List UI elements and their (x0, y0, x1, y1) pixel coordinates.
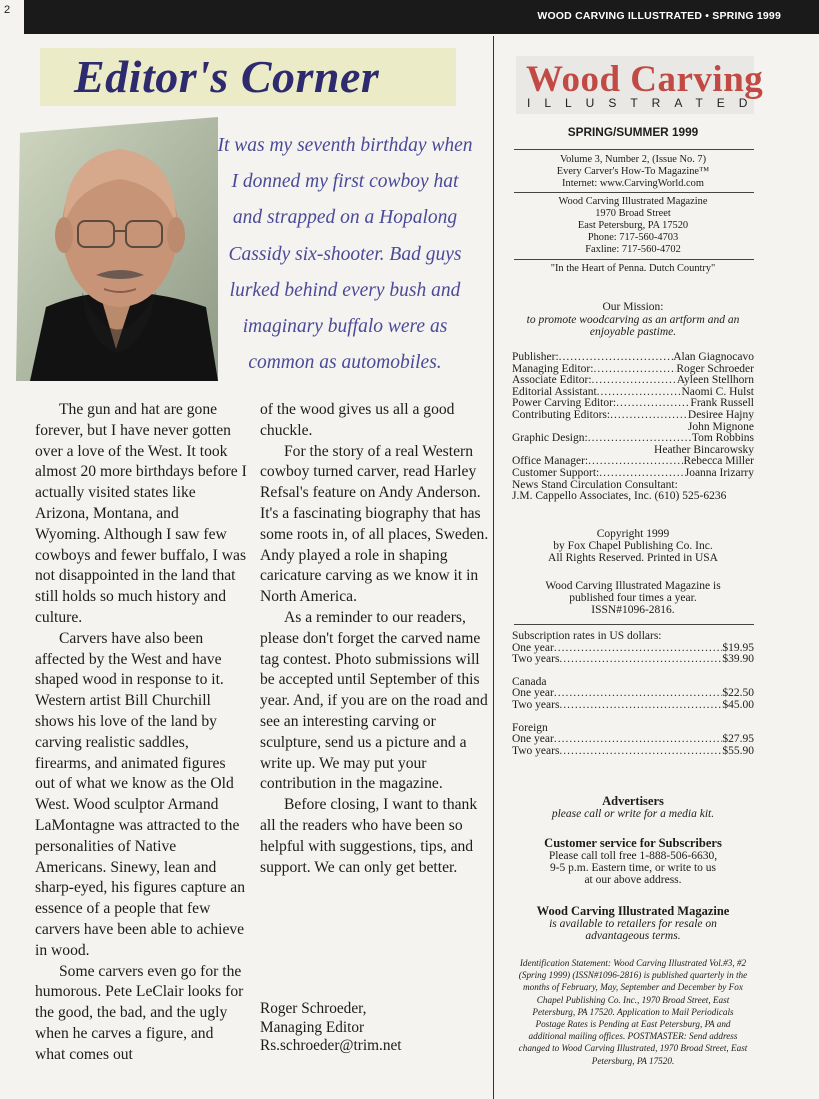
page-title: Editor's Corner (74, 51, 380, 102)
masthead-tagline: "In the Heart of Penna. Dutch Country" (550, 263, 716, 274)
pull-quote-line: imaginary buffalo were as (242, 316, 448, 338)
issue-tagline: Every Carver's How-To Magazine™ (556, 166, 710, 177)
editor-photo (16, 117, 218, 381)
masthead-logo: Wood Carving (526, 59, 764, 100)
paragraph: For the story of a real Western cowboy turned carver, read Harley Refsal's feature on Andy Anderson. It's a fascinating biography that has some roots in, of all places, Sweden. Andy played a role in shaping caricature carving as we know it in North America. (260, 442, 489, 606)
publication-frequency (512, 580, 754, 616)
staff-row: Managing Editor: ..... Roger Schroeder (512, 364, 754, 376)
paragraph: Carvers have also been affected by the West and have shaped wood in response to it. Western artist Bill Churchill shows his love of the land by carving realistic saddles, firearms, and animated figures out of what we know as the Old West. Wood sculptor Armand LaMontagne was attracted to the personalities of Native Americans. Sinewy, lean and sharp-eyed, his figures capture an essence of a people that few carvers have been able to achieve in wood. (35, 629, 245, 959)
running-head: WOOD CARVING ILLUSTRATED • SPRING 1999 (537, 10, 781, 22)
statement-line: Chapel Publishing Co. Inc., 1970 Broad Street, East (536, 994, 730, 1005)
season-heading: SPRING/SUMMER 1999 (567, 125, 699, 139)
staff-row: Graphic Design: ..... Tom Robbins (512, 433, 754, 445)
staff-list (512, 352, 754, 503)
staff-row: Contributing Editors: ..... Desiree Hajny (512, 410, 754, 422)
retail-info (512, 905, 754, 942)
divider (514, 149, 754, 150)
signature (260, 1000, 402, 1056)
paragraph: Some carvers even go for the humorous. Pete LeClair looks for the good, the bad, and the ugly when he carves a figure, and what comes out (35, 962, 244, 1063)
staff-row: Publisher: ..... Alan Giagnocavo (512, 352, 754, 364)
statement-line: Petersburg, PA 17520. Application to Mail Periodicals (532, 1006, 734, 1017)
customer-service-line: 9-5 p.m. Eastern time, or write to us (549, 862, 717, 874)
page-number: 2 (0, 0, 24, 34)
statement-line: months of February, May, September and December by Fox (523, 982, 743, 993)
retail-title: Wood Carving Illustrated Magazine (536, 904, 730, 918)
circulation-label: News Stand Circulation Consultant: (512, 478, 678, 491)
pull-quote (200, 128, 490, 381)
signature-title: Managing Editor (260, 1018, 365, 1036)
subscription-title: Subscription rates in US dollars: (512, 630, 662, 642)
issue-volume: Volume 3, Number 2, (Issue No. 7) (559, 154, 707, 165)
signature-name: Roger Schroeder, (260, 1000, 367, 1017)
copyright (512, 528, 754, 564)
pull-quote-line: Cassidy six-shooter. Bad guys (228, 243, 462, 265)
pull-quote-line: lurked behind every bush and (229, 279, 461, 301)
divider (514, 259, 754, 260)
address-line: East Petersburg, PA 17520 (577, 220, 689, 231)
mission-text: to promote woodcarving as an artform and an enjoyable pastime. (526, 313, 740, 338)
paragraph: The gun and hat are gone forever, but I have never gotten over a love of the West. It took almost 20 more birthdays before I actually visited states like Arizona, Montana, and Wyoming. Although I saw few cowboys and fewer buffalo, I was not disappointed in the land that still holds so much history and culture. (35, 401, 247, 626)
frequency-line: Wood Carving Illustrated Magazine is (545, 580, 721, 592)
customer-service-line: at our above address. (584, 874, 682, 886)
staff-row: Customer Support: ..... Joanna Irizarry (512, 468, 754, 480)
address-fax: Faxline: 717-560-4702 (585, 244, 681, 255)
staff-row: John Mignone (687, 420, 754, 433)
rate-row: Two years ..... $45.00 (512, 700, 754, 712)
staff-row: Heather Bincarowsky (654, 443, 754, 456)
customer-service (512, 837, 754, 886)
statement-line: additional mailing offices. POSTMASTER: Send address (528, 1031, 738, 1042)
rate-row: One year ..... $22.50 (512, 688, 754, 700)
rate-row: One year ..... $19.95 (512, 643, 754, 655)
identification-statement (512, 957, 754, 1067)
rate-row: Two years ..... $39.90 (512, 654, 754, 666)
pull-quote-line: It was my seventh birthday when (217, 135, 473, 156)
copyright-line: Copyright 1999 (596, 528, 670, 540)
mission-title: Our Mission: (602, 301, 664, 313)
rate-row: Two years ..... $55.90 (512, 746, 754, 758)
statement-line: changed to Wood Carving Illustrated, 1970 Broad Street, East (518, 1043, 748, 1054)
advertisers (512, 795, 754, 821)
masthead-logo-subtitle: ILLUSTRATED (527, 96, 762, 110)
customer-service-line: Please call toll free 1-888-506-6630, (548, 850, 718, 862)
rate-row: One year ..... $27.95 (512, 734, 754, 746)
circulation-consultant: J.M. Cappello Associates, Inc. (610) 525-6236 (512, 490, 727, 503)
paragraph: Before closing, I want to thank all the readers who have been so helpful with suggestions, tips, and support. We can only get better. (260, 796, 478, 876)
retail-line: advantageous terms. (585, 930, 681, 942)
copyright-line: All Rights Reserved. Printed in USA (548, 552, 718, 564)
publisher-address (512, 196, 754, 256)
mission (512, 301, 754, 339)
retail-line: is available to retailers for resale on (549, 918, 717, 930)
address-line: 1970 Broad Street (595, 208, 671, 219)
frequency-line: ISSN#1096-2816. (591, 604, 675, 616)
divider (514, 624, 754, 625)
subscription-rates (512, 631, 754, 757)
rate-region-label: Canada (512, 675, 547, 688)
staff-row: Associate Editor: ..... Ayleen Stellhorn (512, 375, 754, 387)
statement-line: Identification Statement: Wood Carving Illustrated Vol.#3, #2 (519, 958, 747, 968)
pull-quote-line: I donned my first cowboy hat (231, 171, 459, 193)
divider (514, 192, 754, 193)
statement-line: Postage Rates is Pending at East Petersburg, PA and (535, 1019, 731, 1030)
statement-line: Petersburg, PA 17520. (591, 1055, 675, 1066)
pull-quote-line: and strapped on a Hopalong (232, 207, 458, 229)
signature-email[interactable]: Rs.schroeder@trim.net (260, 1037, 402, 1055)
column-divider (493, 36, 494, 1099)
issue-website[interactable]: Internet: www.CarvingWorld.com (562, 178, 704, 189)
advertisers-title: Advertisers (602, 794, 664, 808)
advertisers-text: please call or write for a media kit. (551, 808, 715, 820)
copyright-line: by Fox Chapel Publishing Co. Inc. (553, 540, 713, 552)
pull-quote-line: common as automobiles. (248, 352, 442, 374)
address-phone: Phone: 717-560-4703 (587, 232, 679, 243)
address-line: Wood Carving Illustrated Magazine (558, 196, 708, 207)
staff-row: Power Carving Editor: ..... Frank Russell (512, 398, 754, 410)
issue-info (512, 154, 754, 190)
staff-row: Office Manager: ..... Rebecca Miller (512, 456, 754, 468)
statement-line: (Spring 1999) (ISSN#1096-2816) is published quarterly in the (518, 970, 748, 981)
rate-region-label: Foreign (512, 721, 548, 734)
frequency-line: published four times a year. (569, 592, 697, 604)
article-column-2 (260, 400, 492, 878)
customer-service-title: Customer service for Subscribers (544, 836, 722, 850)
article-column-1 (35, 400, 247, 1066)
paragraph: of the wood gives us all a good chuckle. (260, 401, 455, 439)
paragraph: As a reminder to our readers, please don't forget the carved name tag contest. Photo submissions will be accepted until September of this year. And, if you are on the road and see an interesting carving or sculpture, send us a picture and a write up. We may put your contribution in the magazine. (260, 608, 488, 793)
staff-row: Editorial Assistant ..... Naomi C. Hulst (512, 387, 754, 399)
